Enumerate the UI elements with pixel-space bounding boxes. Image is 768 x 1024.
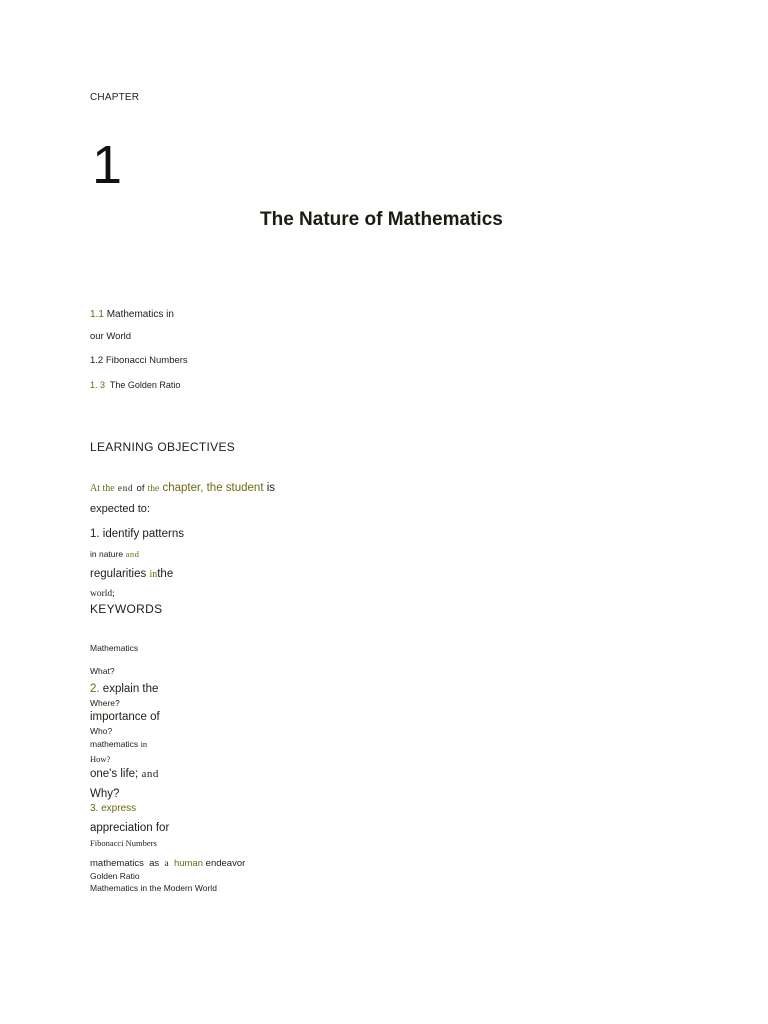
objective-2-number: 2. (90, 683, 100, 695)
toc-item-3-number: 1. 3 (90, 380, 106, 390)
chapter-label: CHAPTER (90, 92, 140, 103)
objective-3-line-3 (90, 859, 245, 870)
keyword-item: Who? (90, 726, 113, 736)
objective-1-line-2 (90, 550, 139, 559)
objective-1-line-1: 1. identify patterns (90, 528, 184, 540)
objective-2-text: and (141, 768, 159, 780)
objectives-intro-line-1 (90, 483, 275, 495)
objective-2-text: mathematics (90, 739, 139, 749)
keyword-item: How? (90, 754, 111, 764)
intro-word: end (117, 483, 134, 493)
toc-item-1-text: Mathematics in (106, 309, 174, 320)
objective-1-text: in nature (90, 549, 124, 559)
toc-item-3 (90, 381, 180, 390)
keyword-item: Mathematics in the Modern World (90, 883, 217, 893)
objective-3-text: mathematics (90, 858, 144, 869)
toc-item-1-continued: our World (90, 331, 132, 342)
objective-1-text: the (157, 568, 174, 580)
objective-3-text: a (164, 859, 169, 869)
toc-item-1-number: 1.1 (90, 309, 104, 320)
objective-3-number: 3. (90, 803, 99, 814)
objectives-intro-line-2: expected to: (90, 503, 150, 515)
objective-2-text: one's life; (90, 768, 139, 780)
objective-3-text: endeavor (205, 858, 246, 869)
objective-2-text: explain the (102, 683, 159, 695)
objective-3-text: human (173, 858, 204, 869)
objective-2-line-4 (90, 769, 159, 781)
intro-word: chapter, (162, 482, 204, 494)
objective-3-line-1 (90, 804, 136, 814)
keyword-item: Fibonacci Numbers (90, 838, 157, 848)
keywords-heading: KEYWORDS (90, 602, 163, 616)
toc-item-3-text: The Golden Ratio (109, 380, 181, 390)
objective-2-line-3 (90, 740, 147, 749)
intro-word: of (136, 483, 145, 494)
keyword-item: Where? (90, 698, 120, 708)
chapter-number: 1 (92, 135, 123, 195)
objective-3-line-2: appreciation for (90, 822, 170, 834)
objective-1-text: and (125, 549, 140, 559)
intro-word: the student (206, 482, 264, 494)
keyword-item: Golden Ratio (90, 871, 140, 881)
intro-word: the (147, 484, 160, 494)
objective-2-line-2: importance of (90, 711, 160, 723)
objective-2-text: in (140, 739, 148, 749)
objective-1-text: regularities (90, 568, 147, 580)
learning-objectives-heading: LEARNING OBJECTIVES (90, 440, 236, 454)
keyword-item: Why? (90, 788, 120, 800)
keyword-item: What? (90, 666, 115, 676)
objective-1-text: in (149, 569, 158, 580)
intro-word: is (266, 482, 276, 494)
objective-2-line-1 (90, 684, 158, 696)
intro-word: At the (90, 483, 115, 494)
keyword-item: Mathematics (90, 643, 139, 653)
objective-3-text: as (149, 858, 160, 869)
chapter-title: The Nature of Mathematics (260, 209, 503, 230)
objective-1-line-3 (90, 569, 173, 581)
objective-3-text: express (101, 803, 137, 814)
objective-1-line-4: world; (90, 589, 115, 599)
toc-item-1 (90, 310, 174, 320)
toc-item-2: 1.2 Fibonacci Numbers (90, 355, 188, 366)
